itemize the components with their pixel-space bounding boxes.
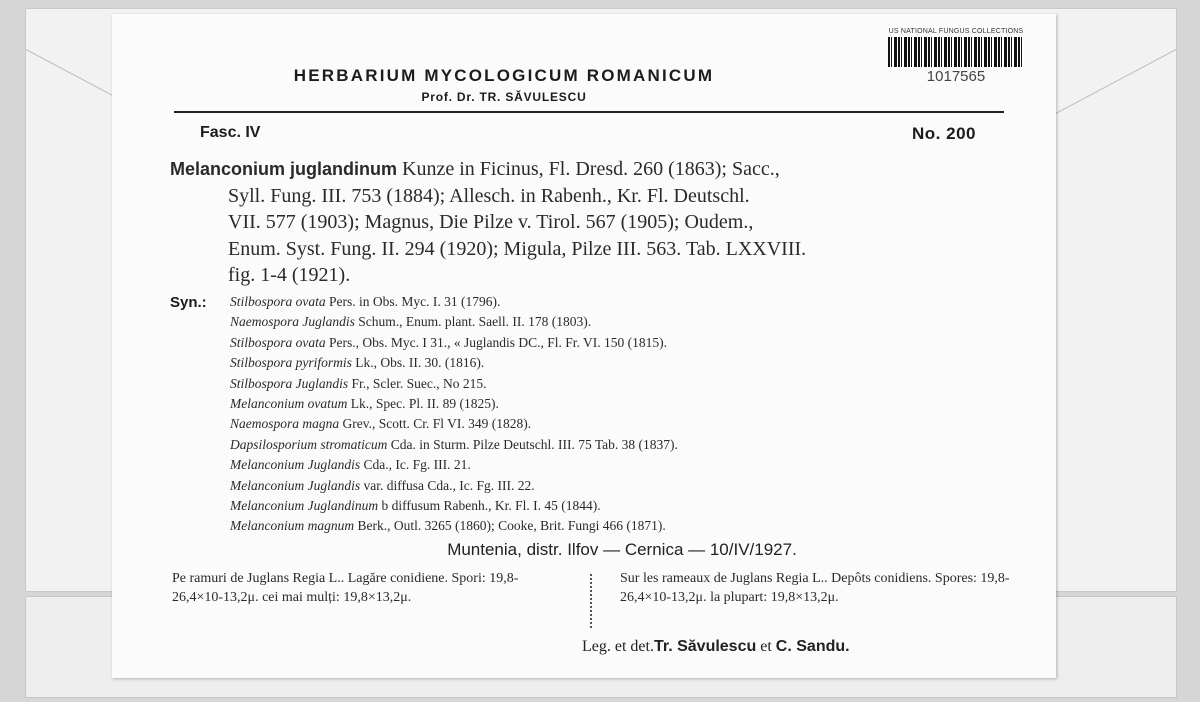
synonym-ref: b diffusum Rabenh., Kr. Fl. I. 45 (1844). [381,498,601,514]
synonym-ref: Schum., Enum. plant. Saell. II. 178 (1803). [358,314,592,330]
synonym-name: Stilbospora ovata [230,294,326,309]
synonym-row [230,516,1030,536]
synonym-row [230,476,1030,496]
barcode-number: 1017565 [926,68,986,85]
collector-prefix: Leg. et det. [582,638,654,655]
fascicle-label: Fasc. IV [200,124,261,141]
description-romanian: Pe ramuri de Juglans Regia L.. Lagăre conidiene. Spori: 19,8-26,4×10-13,2μ. cei mai mulți: 19,8×13,2μ. [172,571,519,605]
synonyms-label: Syn.: [170,294,207,311]
synonym-row [230,374,1030,394]
synonym-row [230,292,1030,312]
synonym-name: Melanconium Juglandis [230,457,361,473]
header-rule [174,111,1004,113]
citation-line: VII. 577 (1903); Magnus, Die Pilze v. Tirol. 567 (1905); Oudem., [228,211,754,233]
synonym-row [230,394,1030,414]
synonym-name: Naemospora Juglandis [230,314,355,330]
synonym-row [230,455,1030,475]
citation-line: Syll. Fung. III. 753 (1884); Allesch. in Rabenh., Kr. Fl. Deutschl. [228,184,750,207]
synonym-row [230,333,1030,353]
species-name: Melanconium juglandinum [170,159,398,179]
synonym-ref: Fr., Scler. Suec., No 215. [351,375,487,391]
barcode-caption: US NATIONAL FUNGUS COLLECTIONS [888,28,1024,35]
citation-line: Enum. Syst. Fung. II. 294 (1920); Migula, Pilze III. 563. Tab. LXXVIII. [228,237,807,260]
collector-joiner: et [760,638,772,655]
column-divider [590,574,592,628]
synonym-row [230,496,1030,516]
collector-name-1: Tr. Săvulescu [653,638,757,655]
collector-line [582,638,850,656]
citation-line: fig. 1-4 (1921). [228,264,351,286]
synonym-ref: Grev., Scott. Cr. Fl VI. 349 (1828). [342,416,532,432]
herbarium-subtitle: Prof. Dr. TR. SĂVULESCU [421,90,587,104]
synonym-ref: var. diffusa Cda., Ic. Fg. III. 22. [363,477,535,493]
synonyms-list [230,292,1030,537]
synonym-ref: Berk., Outl. 3265 (1860); Cooke, Brit. Fungi 466 (1871). [357,518,666,534]
synonym-name: Stilbospora ovata [230,334,326,350]
synonym-row [230,353,1030,373]
synonym-ref: Pers. in Obs. Myc. I. 31 (1796). [329,294,501,309]
collection-locality: Muntenia, distr. Ilfov — Cernica — 10/IV/1927. [447,540,797,559]
synonym-name: Naemospora magna [230,416,340,432]
synonym-row [230,435,1030,455]
synonym-name: Melanconium Juglandis [230,477,361,493]
synonym-name: Melanconium ovatum [230,396,348,412]
synonym-name: Stilbospora pyriformis [230,355,352,371]
synonym-ref: Lk., Obs. II. 30. (1816). [355,355,485,371]
synonym-ref: Cda., Ic. Fg. III. 21. [363,457,471,473]
synonym-name: Dapsilosporium stromaticum [230,436,388,452]
synonym-ref: Lk., Spec. Pl. II. 89 (1825). [350,396,499,412]
citation-line: Kunze in Ficinus, Fl. Dresd. 260 (1863); Sacc., [402,158,780,180]
herbarium-title: HERBARIUM MYCOLOGICUM ROMANICUM [293,66,715,85]
synonym-row [230,414,1030,434]
synonym-ref: Cda. in Sturm. Pilze Deutschl. III. 75 Tab. 38 (1837). [390,436,678,452]
species-entry [170,156,1020,289]
synonym-name: Stilbospora Juglandis [230,375,349,391]
specimen-number: No. 200 [912,124,976,143]
synonym-name: Melanconium Juglandinum [230,498,379,514]
synonym-name: Melanconium magnum [230,518,355,534]
synonym-row [230,312,1030,332]
description-french: Sur les rameaux de Juglans Regia L.. Depôts conidiens. Spores: 19,8-26,4×10-13,2μ. la plupart: 19,8×13,2μ. [620,571,1010,605]
barcode-image [888,37,1024,67]
synonym-ref: Pers., Obs. Myc. I 31., « Juglandis DC., Fl. Fr. VI. 150 (1815). [329,334,668,350]
collector-name-2: C. Sandu. [775,638,850,655]
herbarium-label [112,14,1056,678]
